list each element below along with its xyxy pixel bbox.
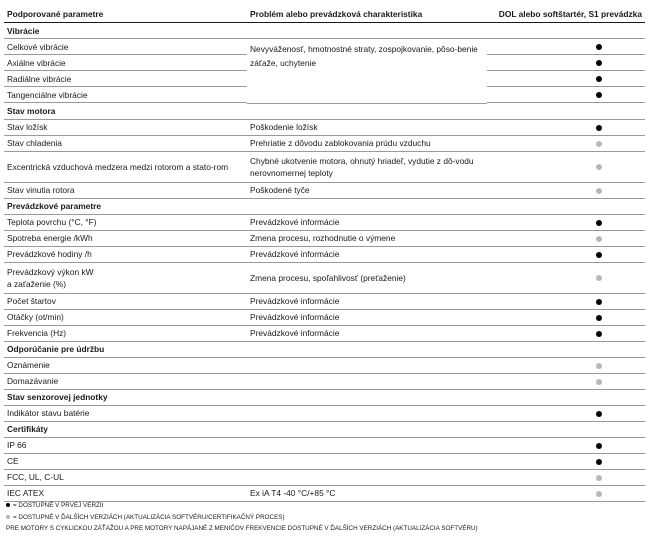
status-cell [487,230,645,246]
table-row [4,293,645,309]
status-cell [487,182,645,198]
black-dot-icon [596,331,602,337]
issue-cell: Prevádzkové informácie [247,246,487,262]
parameter-cell: Stav ložísk [4,119,247,135]
status-cell [487,214,645,230]
parameter-cell: Počet štartov [4,293,247,309]
gray-dot-icon [596,491,602,497]
status-cell [487,119,645,135]
parameter-cell: Stav chladenia [4,135,247,151]
black-dot-icon [596,299,602,305]
table-row [4,135,645,151]
section-title: Certifikáty [4,421,247,437]
issue-cell: Prevádzkové informácie [247,309,487,325]
gray-dot-icon [596,379,602,385]
status-cell [487,71,645,87]
gray-dot-icon [596,363,602,369]
table-row [4,325,645,341]
parameter-cell: Celkové vibrácie [4,39,247,55]
empty-cell [487,421,645,437]
parameter-cell: Excentrická vzduchová medzera medzi rotorom a stato-rom [4,151,247,182]
table-row [4,373,645,389]
table-row [4,437,645,453]
header-operation: DOL alebo softštartér, S1 prevádzka [487,5,645,23]
issue-cell: Ex iA T4 -40 °C/+85 °C [247,485,487,501]
black-dot-icon [596,92,602,98]
table-row [4,246,645,262]
issue-cell: Nevyváženosť, hmotnostné straty, zospojkovanie, pôso-benie záťaže, uchytenie [247,39,487,104]
section-title: Vibrácie [4,23,247,39]
header-parameters: Podporované parametre [4,5,247,23]
empty-cell [247,341,487,357]
section-row [4,341,645,357]
gray-dot-icon [596,475,602,481]
issue-cell: Zmena procesu, rozhodnutie o výmene [247,230,487,246]
parameter-cell: Teplota povrchu (°C, °F) [4,214,247,230]
gray-dot-icon [6,515,10,519]
gray-dot-icon [596,188,602,194]
table-row [4,39,645,55]
gray-dot-icon [596,236,602,242]
issue-cell: Chybné ukotvenie motora, ohnutý hriadeľ, vydutie z dô-vodu nerovnomernej teploty [247,151,487,182]
empty-cell [247,23,487,39]
issue-cell [247,437,487,453]
section-title: Odporúčanie pre údržbu [4,341,247,357]
status-cell [487,437,645,453]
legend [6,500,478,535]
black-dot-icon [596,44,602,50]
header-issue: Problém alebo prevádzková charakteristika [247,5,487,23]
issue-cell: Zmena procesu, spoľahlivosť (preťaženie) [247,262,487,293]
black-dot-icon [6,503,10,507]
section-row [4,198,645,214]
status-cell [487,405,645,421]
parameter-cell: FCC, UL, C-UL [4,469,247,485]
status-cell [487,151,645,182]
status-cell [487,485,645,501]
parameter-cell: Oznámenie [4,357,247,373]
issue-cell: Poškodené tyče [247,182,487,198]
parameter-cell: Otáčky (ot/min) [4,309,247,325]
table-row [4,357,645,373]
issue-cell [247,405,487,421]
parameter-cell: Prevádzkový výkon kW a zaťaženie (%) [4,262,247,293]
empty-cell [487,389,645,405]
empty-cell [247,198,487,214]
black-dot-icon [596,459,602,465]
status-cell [487,309,645,325]
status-cell [487,469,645,485]
parameter-cell: IEC ATEX [4,485,247,501]
empty-cell [487,23,645,39]
status-cell [487,135,645,151]
parameter-cell: CE [4,453,247,469]
table-row [4,453,645,469]
legend-available: = DOSTUPNÉ V PRVEJ VERZII [6,500,478,512]
table-row [4,214,645,230]
section-title: Stav motora [4,103,247,119]
gray-dot-icon [596,164,602,170]
parameter-cell: Tangenciálne vibrácie [4,87,247,103]
empty-cell [247,103,487,119]
issue-cell: Prehriatie z dôvodu zablokovania prúdu vzduchu [247,135,487,151]
table-row [4,485,645,501]
empty-cell [247,421,487,437]
parameter-cell: Stav vinutia rotora [4,182,247,198]
status-cell [487,325,645,341]
table-header-row [4,5,645,23]
status-cell [487,373,645,389]
issue-cell [247,357,487,373]
black-dot-icon [596,76,602,82]
section-row [4,421,645,437]
parameter-cell: Spotreba energie /kWh [4,230,247,246]
gray-dot-icon [596,141,602,147]
section-row [4,103,645,119]
parameter-cell: IP 66 [4,437,247,453]
parameters-table [4,5,645,502]
status-cell [487,453,645,469]
section-title: Stav senzorovej jednotky [4,389,247,405]
table-row [4,151,645,182]
legend-note: PRE MOTORY S CYKLICKOU ZÁŤAŽOU A PRE MOTORY NAPÁJANÉ Z MENIČOV FREKVENCIE DOSTUPNÉ V ĎALŠÍCH VERZIÁCH (AKTUALIZÁCIA SOFTVÉRU) [6,525,478,532]
table-row [4,405,645,421]
issue-cell: Poškodenie ložísk [247,119,487,135]
issue-cell: Prevádzkové informácie [247,293,487,309]
status-cell [487,246,645,262]
table-row [4,469,645,485]
table-row [4,230,645,246]
table-row [4,119,645,135]
table-row [4,182,645,198]
parameter-cell: Radiálne vibrácie [4,71,247,87]
status-cell [487,87,645,103]
issue-cell [247,453,487,469]
black-dot-icon [596,252,602,258]
legend-future: = DOSTUPNÉ V ĎALŠÍCH VERZIÁCH (AKTUALIZÁCIA SOFTVÉRU/CERTIFIKAČNÝ PROCES) [6,512,478,524]
section-row [4,389,645,405]
parameter-cell: Axiálne vibrácie [4,55,247,71]
empty-cell [247,389,487,405]
parameter-cell: Domazávanie [4,373,247,389]
status-cell [487,357,645,373]
black-dot-icon [596,443,602,449]
empty-cell [487,103,645,119]
empty-cell [487,198,645,214]
section-title: Prevádzkové parametre [4,198,247,214]
status-cell [487,55,645,71]
table-row [4,262,645,293]
black-dot-icon [596,411,602,417]
black-dot-icon [596,60,602,66]
black-dot-icon [596,220,602,226]
status-cell [487,39,645,55]
table-row [4,309,645,325]
issue-cell: Prevádzkové informácie [247,325,487,341]
issue-cell [247,469,487,485]
issue-cell: Prevádzkové informácie [247,214,487,230]
parameter-cell: Prevádzkové hodiny /h [4,246,247,262]
parameter-cell: Indikátor stavu batérie [4,405,247,421]
issue-cell [247,373,487,389]
black-dot-icon [596,125,602,131]
parameter-cell: Frekvencia (Hz) [4,325,247,341]
table-body [4,23,645,502]
black-dot-icon [596,315,602,321]
section-row [4,23,645,39]
gray-dot-icon [596,275,602,281]
status-cell [487,262,645,293]
empty-cell [487,341,645,357]
status-cell [487,293,645,309]
